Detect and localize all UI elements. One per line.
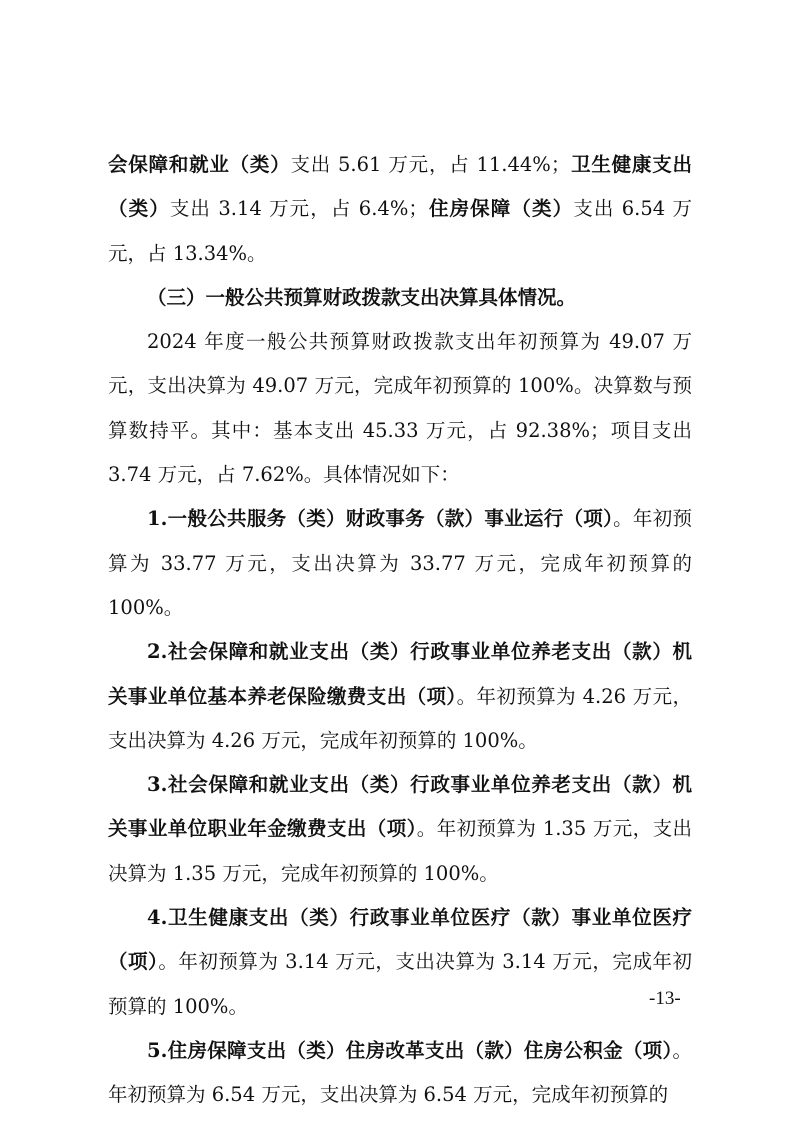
- paragraph-budget-summary: 2024 年度一般公共预算财政拨款支出年初预算为 49.07 万元，支出决算为 49.07 万元，完成年初预算的 100%。决算数与预算数持平。其中：基本支出 45.33 万元，占 92.38%；项目支出 3.74 万元，占 7.62%。具体情况如下：: [108, 330, 692, 487]
- list-item: [108, 896, 692, 1029]
- list-item: [108, 630, 692, 763]
- item-text: 。年初预算为 4.26 万元，支出决算为 4.26 万元，完成年初预算的 100%。: [108, 684, 692, 752]
- item-title: 5.住房保障支出（类）住房改革支出（款）住房公积金（项）: [147, 1038, 673, 1062]
- category-housing: 住房保障（类）: [427, 197, 574, 221]
- item-title: 2.社会保障和就业支出（类）行政事业单位养老支出（款）机关事业单位基本养老保险缴费支出（项）: [108, 640, 692, 708]
- item-text: 。年初预算为 1.35 万元，支出决算为 1.35 万元，完成年初预算的 100%。: [108, 817, 692, 885]
- category-health: 卫生健康支出（类）: [108, 153, 692, 221]
- list-item: [108, 763, 692, 896]
- amount-health: 支出 3.14 万元，占 6.4%；: [169, 197, 428, 221]
- category-social-security: 会保障和就业（类）: [108, 153, 291, 176]
- paragraph-expenditure-categories: [108, 143, 692, 276]
- item-title: 3.社会保障和就业支出（类）行政事业单位养老支出（款）机关事业单位职业年金缴费支出（项）: [108, 773, 692, 841]
- item-text: 。年初预算为 33.77 万元，支出决算为 33.77 万元，完成年初预算的 100%。: [108, 507, 692, 619]
- item-title: 1.一般公共服务（类）财政事务（款）事业运行（项）: [147, 507, 614, 531]
- item-title: 4.卫生健康支出（类）行政事业单位医疗（款）事业单位医疗（项）: [108, 906, 692, 974]
- amount-housing: 支出 6.54 万元，占 13.34%。: [108, 197, 692, 265]
- body-text: [108, 143, 692, 1118]
- amount-social-security: 支出 5.61 万元，占 11.44%；: [290, 153, 571, 176]
- page-number: -13-: [649, 988, 681, 1009]
- list-item: [108, 497, 692, 630]
- item-text: 。年初预算为 3.14 万元，支出决算为 3.14 万元，完成年初预算的 100%。: [108, 950, 692, 1018]
- item-text: 。年初预算为 6.54 万元，支出决算为 6.54 万元，完成年初预算的: [108, 1038, 692, 1107]
- list-item: [108, 1029, 692, 1118]
- section-heading: （三）一般公共预算财政拨款支出决算具体情况。: [147, 285, 577, 309]
